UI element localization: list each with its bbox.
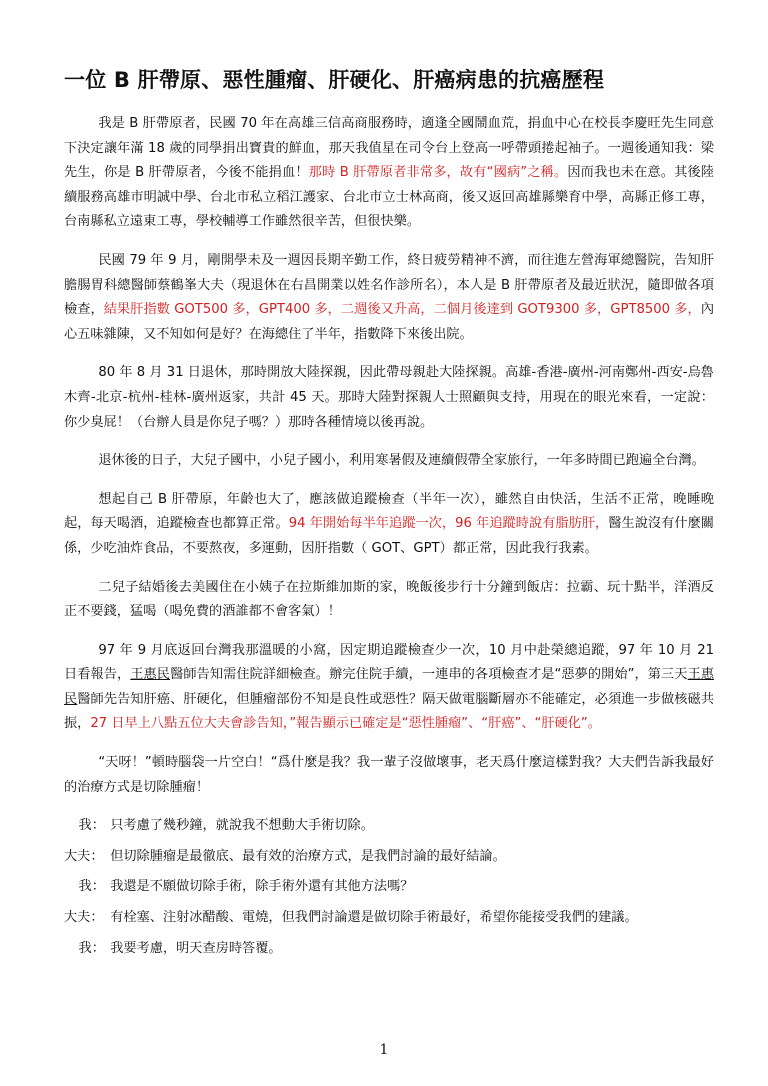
dialog-line — [64, 875, 714, 900]
paragraph-1-text-b: 因而我也未在意。其後陸續服務高雄市明誠中學、台北市私立稻江護家、台北市立士林高商，後又返回高雄縣樂育中學，高縣正修工專，台南縣私立遠東工專，學校輔導工作雖然很辛苦，但很快樂。 — [64, 165, 714, 230]
dialog-line — [64, 814, 714, 839]
paragraph-8: “天呀！”頓時腦袋一片空白！“爲什麼是我？我一輩子沒做壞事，老天爲什麼這樣對我？大夫們告訴我最好的治療方式是切除腫瘤！ — [64, 755, 714, 795]
page-number: 1 — [379, 1042, 389, 1058]
dialog-speaker: 我： — [78, 940, 105, 956]
dialog-speaker: 大夫： — [64, 848, 104, 864]
paragraph-5 — [64, 488, 714, 562]
dialog-text: 但切除腫瘤是最徹底、最有效的治療方式，是我們討論的最好結論。 — [110, 848, 506, 864]
paragraph-5-text-b: 醫生說沒有什麼關係，少吃油炸食品，不要熬夜，多運動，因肝指數（ GOT、GPT）都正常，因此我行我素。 — [64, 516, 714, 556]
dialog-text: 有栓塞、注射冰醋酸、電燒，但我們討論還是做切除手術最好，希望你能接受我們的建議。 — [110, 910, 638, 926]
paragraph-7-text-b: 醫師告知需住院詳細檢查。辦完住院手續，一連串的各項檢查才是“惡夢的開始”，第三天 — [170, 667, 688, 683]
paragraph-5-text-a: 想起自己 B 肝帶原，年齡也大了，應該做追蹤檢查（半年一次），雖然自由快活，生活不正常，晚睡晚起，每天喝酒，追蹤檢查也都算正常。 — [64, 491, 714, 532]
paragraph-1 — [64, 112, 714, 235]
dialog-text: 我要考慮，明天查房時答覆。 — [110, 940, 282, 956]
paragraph-6: 二兒子結婚後去美國住在小姨子在拉斯維加斯的家，晚飯後步行十分鐘到飯店：拉霸、玩十點半，洋酒反正不要錢，猛喝（喝免費的酒誰都不會客氣）！ — [64, 579, 714, 620]
paragraph-7 — [64, 639, 714, 737]
paragraph-7-text-c: 醫師先告知肝癌、肝硬化，但腫瘤部份不知是良性或惡性？隔天做電腦斷層亦不能確定，必須進一步做核磁共振， — [64, 691, 715, 732]
paragraph-5-highlight: 94 年開始每半年追蹤一次，96 年追蹤時說有脂肪肝， — [288, 516, 609, 532]
paragraph-7-highlight: 27 日早上八點五位大夫會診告知，”報告顯示已確定是“惡性腫瘤”、“肝癌”、“肝硬化”。 — [90, 716, 601, 732]
paragraph-4: 退休後的日子，大兒子國中，小兒子國小，利用寒暑假及連續假帶全家旅行，一年多時間已跑遍全台灣。 — [98, 453, 705, 469]
dialog-line — [64, 906, 714, 931]
document-body — [64, 112, 714, 967]
paragraph-3: 80 年 8 月 31 日退休，那時開放大陸探親，因此帶母親赴大陸探親。高雄-香港-廣州-河南鄭州-西安-烏魯木齊-北京-杭州-桂林-廣州返家，共計 45 天。那時大陸對探親人士照顧與支持，用現在的眼光來看，一定說：你少臭屁！（台辦人員是你兒子嗎？）那時各種情境以後再說。 — [64, 365, 714, 430]
dialog-text: 我還是不願做切除手術，除手術外還有其他方法嗎？ — [110, 879, 414, 895]
dialog-speaker: 我： — [78, 818, 105, 834]
paragraph-1-highlight: 那時 B 肝帶原者非常多，故有“國病”之稱。 — [308, 165, 568, 181]
paragraph-2-text-b: 內心五味雜陳，又不知如何是好？在海總住了半年，指數降下來後出院。 — [64, 302, 714, 342]
dialog-text: 只考慮了幾秒鐘，就說我不想動大手術切除。 — [110, 818, 374, 834]
paragraph-1-text-a: 我是 B 肝帶原者，民國 70 年在高雄三信高商服務時，適逢全國鬧血荒，捐血中心在校長李慶旺先生同意下決定讓年滿 18 歲的同學捐出寶貴的鮮血，那天我值星在司令台上登高一呼帶頭捲起袖子。一週後通知我：梁先生，你是 B 肝帶原者，今後不能捐血！ — [64, 116, 714, 181]
dialog-section — [64, 814, 714, 961]
doctor-name-2: 王惠民 — [64, 667, 715, 707]
paragraph-2-text-a: 民國 79 年 9 月，剛開學未及一週因長期辛勤工作，終日疲勞精神不濟，而往進左營海軍總醫院，告知肝膽腸胃科總醫師蔡鶴峯大夫（現退休在右昌開業以姓名作診所名），本人是 B 肝帶原者及最近狀況，隨即做各項檢查， — [64, 252, 714, 318]
dialog-line — [64, 845, 714, 870]
dialog-speaker: 我： — [78, 879, 105, 895]
document-title: 一位 B 肝帶原、惡性腫瘤、肝硬化、肝癌病患的抗癌歷程 — [64, 68, 605, 92]
doctor-name-1: 王惠民 — [130, 667, 171, 683]
paragraph-2 — [64, 249, 714, 347]
dialog-line — [64, 937, 714, 962]
dialog-speaker: 大夫： — [64, 910, 104, 926]
paragraph-2-highlight: 結果肝指數 GOT500 多，GPT400 多，二週後又升高，二個月後達到 GOT9300 多，GPT8500 多， — [103, 302, 701, 318]
paragraph-7-text-a: 97 年 9 月底返回台灣我那溫暖的小窩，因定期追蹤檢查少一次，10 月中赴榮總追蹤，97 年 10 月 21 日看報告， — [64, 642, 714, 683]
